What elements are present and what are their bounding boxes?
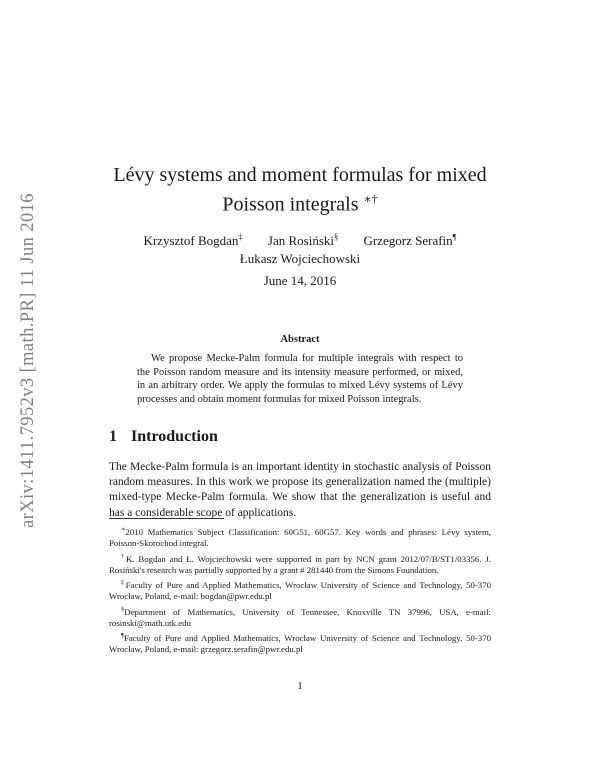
- footnote-mark: ‡: [121, 579, 126, 587]
- author-footnote-mark: ¶: [452, 232, 457, 242]
- footnote: [109, 577, 491, 603]
- footnote: [109, 630, 491, 656]
- footnote-mark: §: [121, 605, 125, 613]
- arxiv-identifier-stamp: [10, 180, 46, 540]
- paper-title-text: Lévy systems and moment formulas for mixed Poisson integrals: [113, 164, 487, 216]
- footnote-text: K. Bogdan and Ł. Wojciechowski were supported in part by NCN grant 2012/07/B/ST1/03356. J. Rosiński's research was partially supported by a grant # 281440 from the Simons Foundation.: [109, 553, 491, 575]
- author-footnote-mark: §: [334, 232, 339, 242]
- section-heading: [109, 428, 218, 446]
- footnote-mark: ∗: [121, 526, 126, 533]
- abstract-body: We propose Mecke-Palm formula for multiple integrals with respect to the Poisson random measure and its intensity measure performed, or mixed, in an arbitrary order. We apply the formulas to mixed Lévy systems of Lévy processes and obtain moment formulas for mixed Poisson integrals.: [137, 353, 463, 405]
- abstract-heading: Abstract: [280, 334, 320, 345]
- author-footnote-mark: ‡: [238, 232, 243, 242]
- author-name: Jan Rosiński: [267, 233, 335, 249]
- author: [268, 233, 338, 248]
- footnote-text: Department of Mathematics, University of Tennessee, Knoxville TN 37996, USA, e-mail: rosinski@math.utk.edu: [109, 606, 491, 628]
- paper-title: [100, 163, 500, 217]
- footnote-text: Faculty of Pure and Applied Mathematics, Wrocław University of Science and Technology, 50-370 Wrocław, Poland, e-mail: grzegorz.serafin@pwr.edu.pl: [109, 632, 491, 655]
- section-title: Introduction: [131, 428, 218, 445]
- author-name: Grzegorz Serafin: [363, 233, 453, 249]
- author-name: Łukasz Wojciechowski: [239, 251, 361, 267]
- footnote: [109, 604, 491, 630]
- author: [240, 251, 360, 266]
- author-name: Krzysztof Bogdan: [143, 233, 239, 249]
- section-number: 1: [109, 428, 117, 445]
- introduction-paragraph: The Mecke-Palm formula is an important identity in stochastic analysis of Poisson random measures. In this work we propose its generalization named the (multiple) mixed-type Mecke-Palm formula. We show that the generalization is useful and has a considerable scope of applications.: [109, 461, 491, 519]
- footnote-mark: †: [121, 552, 126, 560]
- footnote-text: Faculty of Pure and Applied Mathematics, Wrocław University of Science and Technology, 50-370 Wrocław, Poland, e-mail: bogdan@pwr.edu.pl: [109, 579, 491, 602]
- paper-date: June 14, 2016: [263, 273, 337, 288]
- arxiv-id-text: arXiv:1411.7952v3 [math.PR] 11 Jun 2016: [17, 192, 38, 528]
- footnote: [109, 524, 491, 550]
- author: [143, 233, 242, 248]
- footnote-rule: [109, 518, 224, 519]
- footnote-mark: ¶: [121, 632, 124, 640]
- footnotes: [109, 524, 491, 657]
- author: [364, 233, 457, 248]
- page-number: 1: [297, 680, 303, 692]
- footnote-text: 2010 Mathematics Subject Classification: 60G51, 60G57. Key words and phrases: Lévy system, Poisson-Skorochod integral.: [109, 526, 491, 549]
- author-list: [100, 228, 500, 268]
- footnote: [109, 551, 491, 577]
- title-footnote-marks: ∗†: [363, 192, 378, 206]
